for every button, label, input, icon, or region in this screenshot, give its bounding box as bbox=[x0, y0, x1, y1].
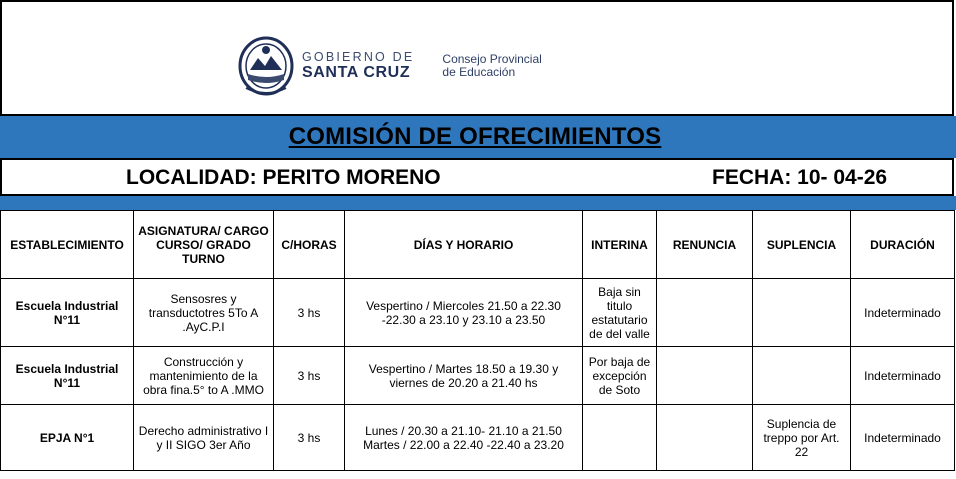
cell-dias: Vespertino / Martes 18.50 a 19.30 y viernes de 20.20 a 21.40 hs bbox=[345, 347, 583, 405]
header-dias: DÍAS Y HORARIO bbox=[345, 211, 583, 279]
cell-renuncia bbox=[657, 347, 753, 405]
cell-horas: 3 hs bbox=[274, 279, 345, 347]
header-renuncia: RENUNCIA bbox=[657, 211, 753, 279]
table-row bbox=[1, 347, 955, 405]
cell-duracion: Indeterminado bbox=[851, 279, 955, 347]
cell-renuncia bbox=[657, 405, 753, 471]
cell-suplencia bbox=[753, 279, 851, 347]
government-logo bbox=[238, 36, 542, 96]
cell-establecimiento: EPJA N°1 bbox=[1, 405, 134, 471]
cell-asignatura: Sensosres y transductotres 5To A .AyC.P.I bbox=[134, 279, 274, 347]
title-box bbox=[282, 120, 668, 154]
header-duracion: DURACIÓN bbox=[851, 211, 955, 279]
gov-line2: SANTA CRUZ bbox=[302, 64, 411, 81]
date-label: FECHA: 10- 04-26 bbox=[712, 166, 888, 189]
cell-horas: 3 hs bbox=[274, 405, 345, 471]
header-horas: C/HORAS bbox=[274, 211, 345, 279]
council-line1: Consejo Provincial bbox=[442, 52, 542, 66]
cell-dias: Lunes / 20.30 a 21.10- 21.10 a 21.50 Martes / 22.00 a 22.40 -22.40 a 23.20 bbox=[345, 405, 583, 471]
government-name bbox=[302, 50, 414, 82]
cell-dias: Vespertino / Miercoles 21.50 a 22.30 -22.30 a 23.10 y 23.10 a 23.50 bbox=[345, 279, 583, 347]
document-header bbox=[0, 0, 954, 116]
cell-establecimiento: Escuela Industrial N°11 bbox=[1, 347, 134, 405]
santa-cruz-seal-icon bbox=[238, 36, 294, 96]
table-header-row bbox=[1, 211, 955, 279]
cell-interina: Por baja de excepción de Soto bbox=[583, 347, 657, 405]
offers-table bbox=[0, 210, 955, 471]
cell-asignatura: Derecho administrativo I y II SIGO 3er Año bbox=[134, 405, 274, 471]
header-interina: INTERINA bbox=[583, 211, 657, 279]
cell-interina bbox=[583, 405, 657, 471]
cell-renuncia bbox=[657, 279, 753, 347]
council-line2: de Educación bbox=[442, 65, 516, 79]
document-title: COMISIÓN DE OFRECIMIENTOS bbox=[288, 123, 662, 150]
locality-label: LOCALIDAD: PERITO MORENO bbox=[126, 166, 441, 189]
separator-band bbox=[0, 196, 956, 210]
gov-line1: GOBIERNO DE bbox=[302, 50, 415, 64]
council-name bbox=[442, 53, 541, 79]
cell-establecimiento: Escuela Industrial N°11 bbox=[1, 279, 134, 347]
cell-suplencia bbox=[753, 347, 851, 405]
cell-interina: Baja sin titulo estatutario de del valle bbox=[583, 279, 657, 347]
header-suplencia: SUPLENCIA bbox=[753, 211, 851, 279]
cell-duracion: Indeterminado bbox=[851, 405, 955, 471]
table-row bbox=[1, 279, 955, 347]
table-row bbox=[1, 405, 955, 471]
locality-bar bbox=[0, 158, 954, 196]
cell-suplencia: Suplencia de treppo por Art. 22 bbox=[753, 405, 851, 471]
cell-horas: 3 hs bbox=[274, 347, 345, 405]
cell-asignatura: Construcción y mantenimiento de la obra fina.5° to A .MMO bbox=[134, 347, 274, 405]
header-asignatura: ASIGNATURA/ CARGO CURSO/ GRADO TURNO bbox=[134, 211, 274, 279]
header-establecimiento: ESTABLECIMIENTO bbox=[1, 211, 134, 279]
cell-duracion: Indeterminado bbox=[851, 347, 955, 405]
